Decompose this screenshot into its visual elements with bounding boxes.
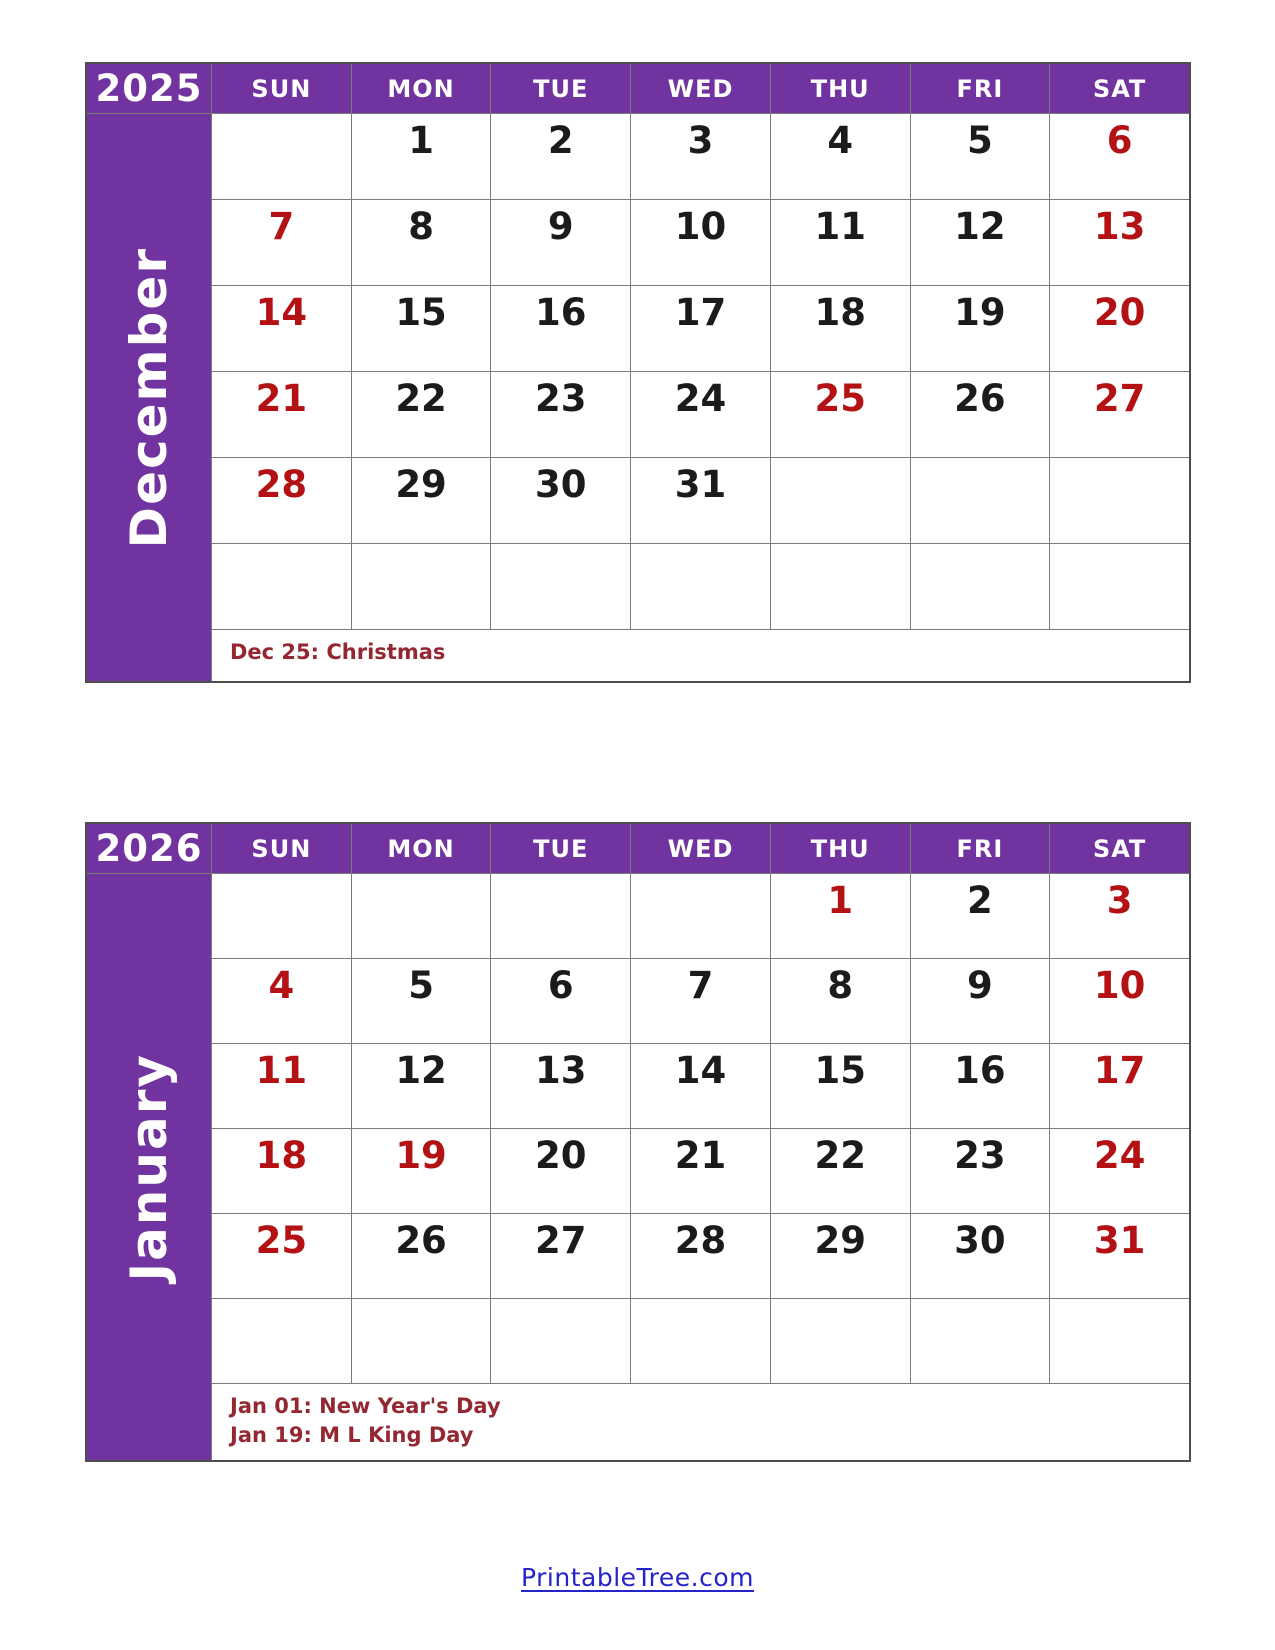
date-cell: 20	[1050, 286, 1189, 371]
date-cell: 28	[631, 1214, 770, 1298]
date-cell: 21	[631, 1129, 770, 1213]
date-cell: 29	[352, 458, 491, 543]
date-cell	[771, 1299, 910, 1383]
weekday-header-sun: SUN	[212, 824, 351, 873]
date-cell: 18	[771, 286, 910, 371]
weekday-header-sat: SAT	[1050, 64, 1189, 113]
weekday-header-mon: MON	[352, 64, 491, 113]
date-cell: 24	[631, 372, 770, 457]
date-cell: 1	[352, 114, 491, 199]
date-cell	[1050, 458, 1189, 543]
date-cell: 8	[771, 959, 910, 1043]
date-cell	[631, 874, 770, 958]
date-cell	[491, 1299, 630, 1383]
date-cell: 6	[1050, 114, 1189, 199]
weekday-header-sun: SUN	[212, 64, 351, 113]
date-cell: 14	[631, 1044, 770, 1128]
date-cell: 23	[491, 372, 630, 457]
date-cell: 29	[771, 1214, 910, 1298]
date-cell	[1050, 544, 1189, 629]
weekday-header-tue: TUE	[491, 824, 630, 873]
holiday-note: Jan 19: M L King Day	[230, 1423, 474, 1448]
date-cell: 19	[911, 286, 1050, 371]
date-cell: 27	[491, 1214, 630, 1298]
date-cell: 14	[212, 286, 351, 371]
date-cell	[911, 544, 1050, 629]
date-cell: 26	[911, 372, 1050, 457]
date-cell	[1050, 1299, 1189, 1383]
date-cell: 7	[212, 200, 351, 285]
date-cell: 12	[911, 200, 1050, 285]
date-cell: 11	[212, 1044, 351, 1128]
date-cell: 1	[771, 874, 910, 958]
month-label: January	[120, 1052, 178, 1282]
month-sidebar	[87, 114, 211, 681]
weekday-header-sat: SAT	[1050, 824, 1189, 873]
date-cell: 23	[911, 1129, 1050, 1213]
date-cell: 11	[771, 200, 910, 285]
date-cell	[491, 544, 630, 629]
date-cell: 17	[631, 286, 770, 371]
date-cell: 15	[771, 1044, 910, 1128]
date-cell: 31	[1050, 1214, 1189, 1298]
date-cell: 2	[491, 114, 630, 199]
date-cell	[771, 458, 910, 543]
date-cell: 26	[352, 1214, 491, 1298]
date-cell	[771, 544, 910, 629]
weekday-header-wed: WED	[631, 64, 770, 113]
date-cell: 12	[352, 1044, 491, 1128]
date-cell: 10	[631, 200, 770, 285]
date-cell: 31	[631, 458, 770, 543]
calendar-grid	[85, 822, 1191, 1462]
date-cell	[631, 544, 770, 629]
weekday-header-thu: THU	[771, 824, 910, 873]
date-cell	[212, 1299, 351, 1383]
date-cell: 2	[911, 874, 1050, 958]
date-cell	[352, 874, 491, 958]
date-cell	[911, 458, 1050, 543]
date-cell: 22	[771, 1129, 910, 1213]
date-cell: 7	[631, 959, 770, 1043]
date-cell: 22	[352, 372, 491, 457]
weekday-header-wed: WED	[631, 824, 770, 873]
date-cell: 4	[212, 959, 351, 1043]
date-cell: 13	[491, 1044, 630, 1128]
date-cell	[352, 1299, 491, 1383]
date-cell: 9	[911, 959, 1050, 1043]
holiday-note: Dec 25: Christmas	[230, 640, 446, 664]
date-cell: 4	[771, 114, 910, 199]
date-cell	[491, 874, 630, 958]
date-cell: 18	[212, 1129, 351, 1213]
date-cell: 13	[1050, 200, 1189, 285]
date-cell: 5	[352, 959, 491, 1043]
date-cell: 17	[1050, 1044, 1189, 1128]
date-cell: 27	[1050, 372, 1189, 457]
date-cell: 21	[212, 372, 351, 457]
date-cell: 25	[771, 372, 910, 457]
date-cell: 3	[631, 114, 770, 199]
date-cell: 20	[491, 1129, 630, 1213]
date-cell: 25	[212, 1214, 351, 1298]
holiday-note: Jan 01: New Year's Day	[230, 1394, 501, 1418]
date-cell: 9	[491, 200, 630, 285]
date-cell: 16	[911, 1044, 1050, 1128]
date-cell: 6	[491, 959, 630, 1043]
weekday-header-fri: FRI	[911, 64, 1050, 113]
year-label: 2026	[87, 824, 211, 873]
weekday-header-fri: FRI	[911, 824, 1050, 873]
date-cell: 30	[491, 458, 630, 543]
date-cell	[631, 1299, 770, 1383]
date-cell	[352, 544, 491, 629]
date-cell	[911, 1299, 1050, 1383]
date-cell: 15	[352, 286, 491, 371]
date-cell	[212, 544, 351, 629]
weekday-header-thu: THU	[771, 64, 910, 113]
date-cell: 24	[1050, 1129, 1189, 1213]
date-cell: 16	[491, 286, 630, 371]
calendar-january-2026	[85, 822, 1191, 1462]
weekday-header-tue: TUE	[491, 64, 630, 113]
date-cell	[212, 874, 351, 958]
date-cell: 8	[352, 200, 491, 285]
date-cell: 30	[911, 1214, 1050, 1298]
date-cell: 3	[1050, 874, 1189, 958]
date-cell: 28	[212, 458, 351, 543]
month-sidebar	[87, 874, 211, 1460]
date-cell: 19	[352, 1129, 491, 1213]
calendar-december-2025	[85, 62, 1191, 683]
date-cell: 5	[911, 114, 1050, 199]
printabletree-link[interactable]: PrintableTree.com	[521, 1563, 754, 1592]
year-label: 2025	[87, 64, 211, 113]
weekday-header-mon: MON	[352, 824, 491, 873]
month-label: December	[120, 246, 178, 549]
holiday-notes-area	[212, 1384, 1189, 1460]
date-cell	[212, 114, 351, 199]
calendar-grid	[85, 62, 1191, 683]
holiday-notes-area	[212, 630, 1189, 681]
date-cell: 10	[1050, 959, 1189, 1043]
